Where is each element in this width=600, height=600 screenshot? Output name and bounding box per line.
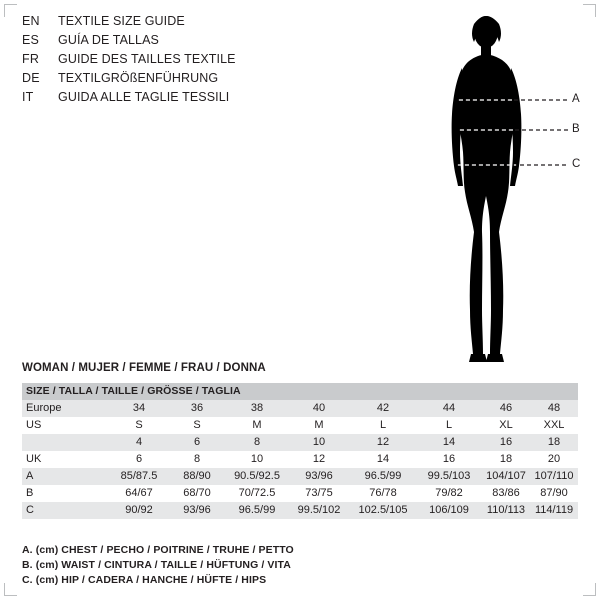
- cell: 10: [288, 434, 350, 451]
- title-lang-fr: FR: [22, 52, 40, 66]
- size-table-wrapper: [22, 383, 578, 519]
- legend-line-b: B. (cm) WAIST / CINTURA / TAILLE / HÜFTUNG / VITA: [22, 559, 291, 571]
- row-label: C: [22, 502, 110, 519]
- legend-line-a: A. (cm) CHEST / PECHO / POITRINE / TRUHE / PETTO: [22, 544, 294, 556]
- table-row: [22, 434, 578, 451]
- cell: XL: [482, 417, 530, 434]
- cell: 99.5/102: [288, 502, 350, 519]
- cell: 87/90: [530, 485, 578, 502]
- cell: 46: [482, 400, 530, 417]
- cell: 102.5/105: [350, 502, 416, 519]
- cell: 16: [416, 451, 482, 468]
- cell: 114/119: [530, 502, 578, 519]
- cell: 36: [168, 400, 226, 417]
- cell: 90.5/92.5: [226, 468, 288, 485]
- cell: 44: [416, 400, 482, 417]
- cell: 70/72.5: [226, 485, 288, 502]
- title-text-en: TEXTILE SIZE GUIDE: [58, 14, 185, 28]
- cell: 14: [416, 434, 482, 451]
- cell: 6: [110, 451, 168, 468]
- row-label: US: [22, 417, 110, 434]
- size-table: [22, 383, 578, 519]
- title-row-fr: [22, 52, 322, 71]
- section-heading-woman: WOMAN / MUJER / FEMME / FRAU / DONNA: [22, 362, 266, 374]
- table-row: [22, 502, 578, 519]
- title-lang-en: EN: [22, 14, 40, 28]
- row-label: [22, 434, 110, 451]
- cell: M: [288, 417, 350, 434]
- cell: 110/113: [482, 502, 530, 519]
- cell: 93/96: [288, 468, 350, 485]
- cell: 64/67: [110, 485, 168, 502]
- cell: 38: [226, 400, 288, 417]
- title-text-fr: GUIDE DES TAILLES TEXTILE: [58, 52, 236, 66]
- measurement-legend: [22, 543, 422, 588]
- measure-label-b: B: [572, 123, 580, 135]
- table-row: [22, 400, 578, 417]
- title-row-it: [22, 90, 322, 109]
- cell: 12: [288, 451, 350, 468]
- cell: 18: [482, 451, 530, 468]
- cell: 16: [482, 434, 530, 451]
- cell: 85/87.5: [110, 468, 168, 485]
- cell: 90/92: [110, 502, 168, 519]
- cell: 40: [288, 400, 350, 417]
- cell: 6: [168, 434, 226, 451]
- cell: 42: [350, 400, 416, 417]
- cell: 76/78: [350, 485, 416, 502]
- cell: 93/96: [168, 502, 226, 519]
- row-label: B: [22, 485, 110, 502]
- cell: 104/107: [482, 468, 530, 485]
- table-row: [22, 485, 578, 502]
- cell: 68/70: [168, 485, 226, 502]
- cell: 14: [350, 451, 416, 468]
- title-lang-es: ES: [22, 33, 40, 47]
- crop-mark-top-left: [4, 4, 17, 17]
- female-silhouette-icon: [400, 10, 590, 370]
- table-row: [22, 468, 578, 485]
- cell: L: [350, 417, 416, 434]
- title-row-de: [22, 71, 322, 90]
- cell: 20: [530, 451, 578, 468]
- legend-line-c: C. (cm) HIP / CADERA / HANCHE / HÜFTE / HIPS: [22, 574, 267, 586]
- cell: 8: [168, 451, 226, 468]
- cell: 73/75: [288, 485, 350, 502]
- cell: 10: [226, 451, 288, 468]
- crop-mark-bottom-right: [583, 583, 596, 596]
- row-label: Europe: [22, 400, 110, 417]
- cell: M: [226, 417, 288, 434]
- title-block: [22, 14, 322, 109]
- cell: 106/109: [416, 502, 482, 519]
- title-lang-it: IT: [22, 90, 34, 104]
- table-header-row: [22, 383, 578, 400]
- cell: 12: [350, 434, 416, 451]
- crop-mark-bottom-left: [4, 583, 17, 596]
- cell: 34: [110, 400, 168, 417]
- cell: 83/86: [482, 485, 530, 502]
- cell: 18: [530, 434, 578, 451]
- cell: 96.5/99: [226, 502, 288, 519]
- cell: L: [416, 417, 482, 434]
- cell: 48: [530, 400, 578, 417]
- cell: 107/110: [530, 468, 578, 485]
- title-lang-de: DE: [22, 71, 40, 85]
- cell: 4: [110, 434, 168, 451]
- cell: S: [110, 417, 168, 434]
- row-label: A: [22, 468, 110, 485]
- row-label: UK: [22, 451, 110, 468]
- cell: S: [168, 417, 226, 434]
- figure-area: [400, 10, 590, 370]
- title-text-es: GUÍA DE TALLAS: [58, 33, 159, 47]
- title-text-de: TEXTILGRÖßENFÜHRUNG: [58, 71, 219, 85]
- title-text-it: GUIDA ALLE TAGLIE TESSILI: [58, 90, 230, 104]
- table-row: [22, 417, 578, 434]
- cell: XXL: [530, 417, 578, 434]
- title-row-en: [22, 14, 322, 33]
- table-row: [22, 451, 578, 468]
- table-header-label: SIZE / TALLA / TAILLE / GRÖSSE / TAGLIA: [22, 383, 578, 400]
- measure-label-a: A: [572, 93, 580, 105]
- cell: 96.5/99: [350, 468, 416, 485]
- cell: 79/82: [416, 485, 482, 502]
- cell: 99.5/103: [416, 468, 482, 485]
- measure-label-c: C: [572, 158, 581, 170]
- cell: 88/90: [168, 468, 226, 485]
- cell: 8: [226, 434, 288, 451]
- title-row-es: [22, 33, 322, 52]
